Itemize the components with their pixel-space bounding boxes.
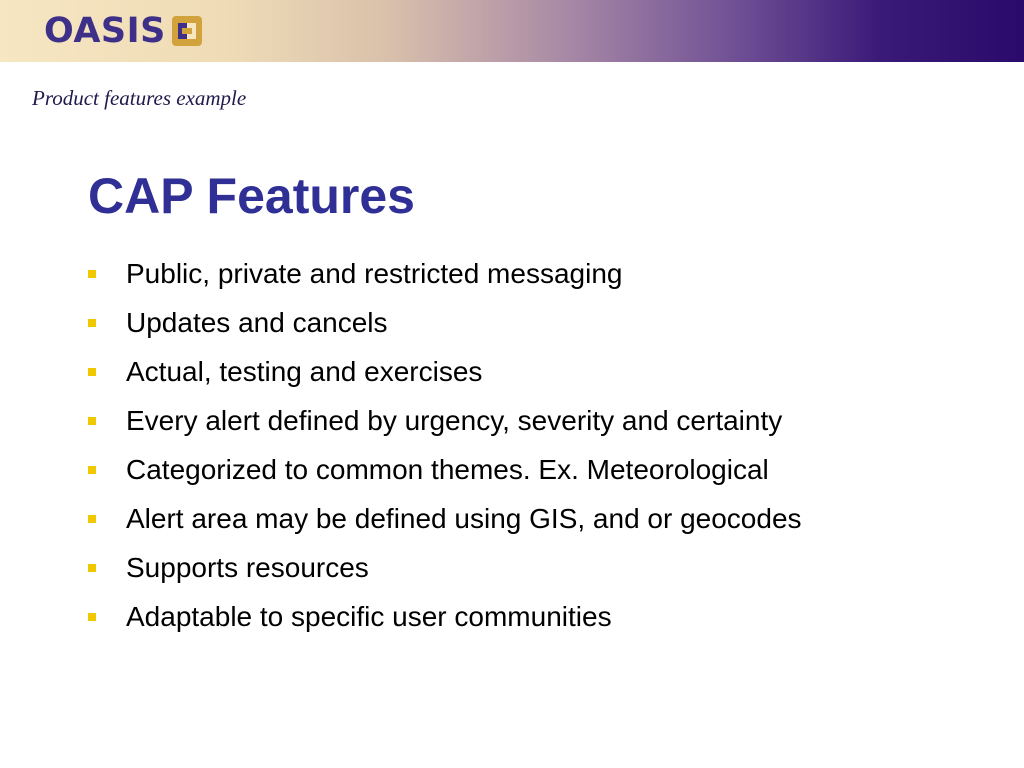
bullet-item [88, 597, 948, 636]
bullet-text: Actual, testing and exercises [126, 356, 483, 387]
slide-subtitle: Product features example [32, 86, 247, 110]
logo-text: OASIS [44, 11, 166, 51]
square-bullet-icon [88, 319, 96, 327]
bullet-text: Updates and cancels [126, 307, 388, 338]
bullet-list [88, 254, 948, 646]
slide-title: CAP Features [88, 168, 415, 224]
bullet-item [88, 401, 948, 440]
bullet-item [88, 254, 948, 293]
square-bullet-icon [88, 368, 96, 376]
square-bullet-icon [88, 564, 96, 572]
bullet-text: Supports resources [126, 552, 369, 583]
bullet-text: Alert area may be defined using GIS, and or geocodes [126, 503, 802, 534]
square-bullet-icon [88, 466, 96, 474]
square-bullet-icon [88, 417, 96, 425]
bullet-item [88, 548, 948, 587]
bullet-item [88, 303, 948, 342]
bullet-text: Public, private and restricted messaging [126, 258, 623, 289]
bullet-item [88, 450, 948, 489]
square-bullet-icon [88, 613, 96, 621]
square-bullet-icon [88, 270, 96, 278]
bullet-text: Adaptable to specific user communities [126, 601, 612, 632]
bullet-item [88, 352, 948, 391]
bullet-text: Every alert defined by urgency, severity and certainty [126, 405, 783, 436]
square-bullet-icon [88, 515, 96, 523]
bullet-item [88, 499, 948, 538]
oasis-logo-mark-icon [172, 16, 202, 46]
bullet-text: Categorized to common themes. Ex. Meteorological [126, 454, 769, 485]
header-banner [0, 0, 1024, 62]
oasis-logo [44, 13, 202, 49]
